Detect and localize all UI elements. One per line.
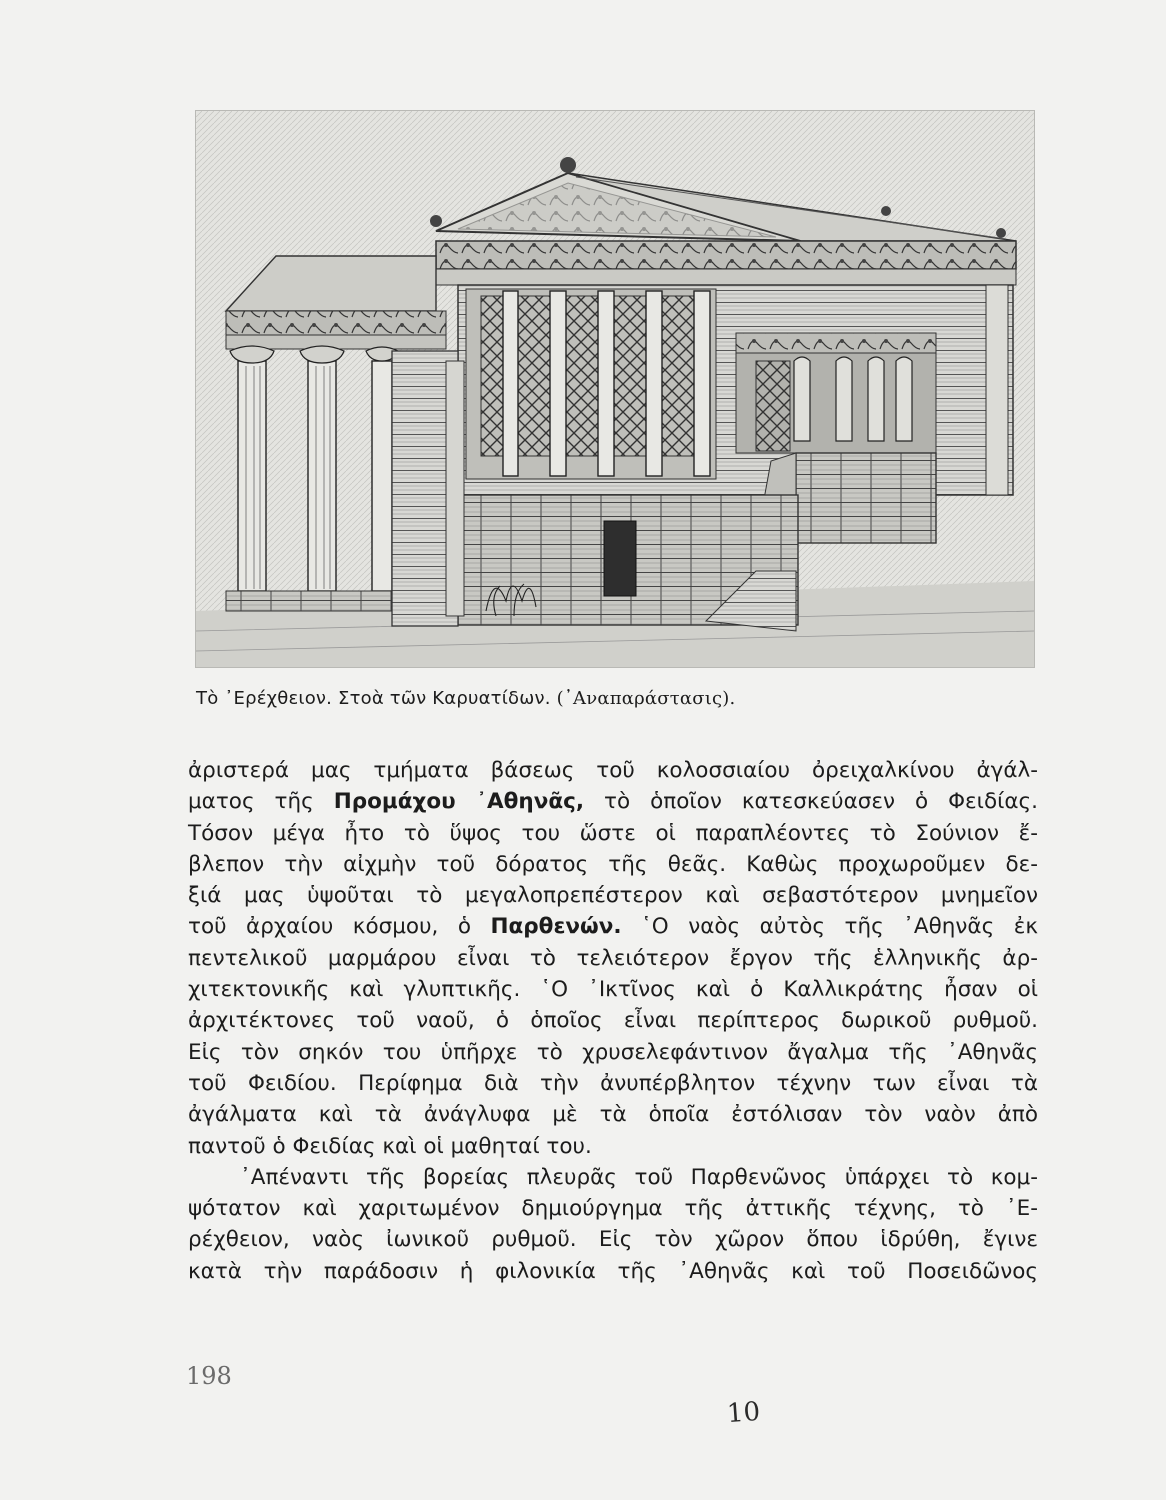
temple-drawing [196,111,1034,667]
text-line: πεντελικοῦ μαρμάρου εἶναι τὸ τελειότερον ἔργον τῆς ἑλληνικῆς ἀρ- [188,945,1038,971]
text-line: ψότατον καὶ χαριτωμένον δημιούργημα τῆς ἀττικῆς τέχνης, τὸ ᾿Ε- [188,1196,1038,1222]
text-line: ᾿Απέναντι τῆς βορείας πλευρᾶς τοῦ Παρθενῶνος ὑπάρχει τὸ κομ- [240,1164,1038,1190]
text-line: βλεπον τὴν αἰχμὴν τοῦ δόρατος τῆς θεᾶς. Καθὼς προχωροῦμεν δε- [188,851,1038,877]
paragraph-2 [188,1162,1038,1287]
text-line: κατὰ τὴν παράδοσιν ἡ φιλονικία τῆς ᾿Αθηνᾶς καὶ τοῦ Ποσειδῶνος [188,1258,1038,1284]
text-line: τοῦ Φειδίου. Περίφημα διὰ τὴν ἀνυπέρβλητον τέχνην των εἶναι τὰ [188,1070,1038,1096]
paragraph-1 [188,755,1038,1162]
text-line: ἀριστερά μας τμήματα βάσεως τοῦ κολοσσιαίου ὀρειχαλκίνου ἀγάλ- [188,758,1038,783]
caption-parenthetical: (᾿Αναπαράστασις). [556,688,736,709]
figure-caption [196,688,1036,709]
caption-main: Τὸ ᾿Ερέχθειον. Στοὰ τῶν Καρυατίδων. [196,688,551,709]
text-line: χιτεκτονικῆς καὶ γλυπτικῆς. ῾Ο ᾿Ικτῖνος καὶ ὁ Καλλικράτης ἦσαν οἱ [188,977,1038,1003]
text-line: ρέχθειον, ναὸς ἰωνικοῦ ρυθμοῦ. Εἰς τὸν χῶρον ὅπου ἱδρύθη, ἔγινε [188,1227,1038,1253]
bold-term: Παρθενών. [490,914,622,940]
erechtheion-engraving-illustration [195,110,1035,668]
text-line: ἀγάλματα καὶ τὰ ἀνάγλυφα μὲ τὰ ὁποῖα ἐστόλισαν τὸν ναὸν ἀπὸ [188,1102,1038,1128]
body-text [188,755,1038,1287]
text-line: ξιά μας ὑψοῦται τὸ μεγαλοπρεπέστερον καὶ σεβαστότερον μνημεῖον [188,883,1038,909]
bold-term: Προμάχου ᾿Αθηνᾶς, [333,789,585,815]
text-line: παντοῦ ὁ Φειδίας καὶ οἱ μαθηταί του. [188,1133,592,1159]
text-line: Εἰς τὸν σηκόν του ὑπῆρχε τὸ χρυσελεφάντινον ἄγαλμα τῆς ᾿Αθηνᾶς [188,1039,1038,1065]
handwritten-mark: 10 [725,1396,762,1430]
page-number: 198 [186,1362,232,1390]
text-line: ἀρχιτέκτονες τοῦ ναοῦ, ὁ ὁποῖος εἶναι περίπτερος δωρικοῦ ρυθμοῦ. [188,1008,1038,1034]
text-line: ματος τῆς Προμάχου ᾿Αθηνᾶς, τὸ ὁποῖον κατεσκεύασεν ὁ Φειδίας. [188,789,1039,815]
text-line: τοῦ ἀρχαίου κόσμου, ὁ Παρθενών. ῾Ο ναὸς αὐτὸς τῆς ᾿Αθηνᾶς ἐκ [188,914,1039,940]
text-line: Τόσον μέγα ἦτο τὸ ὕψος του ὥστε οἱ παραπλέοντες τὸ Σούνιον ἔ- [188,820,1038,846]
